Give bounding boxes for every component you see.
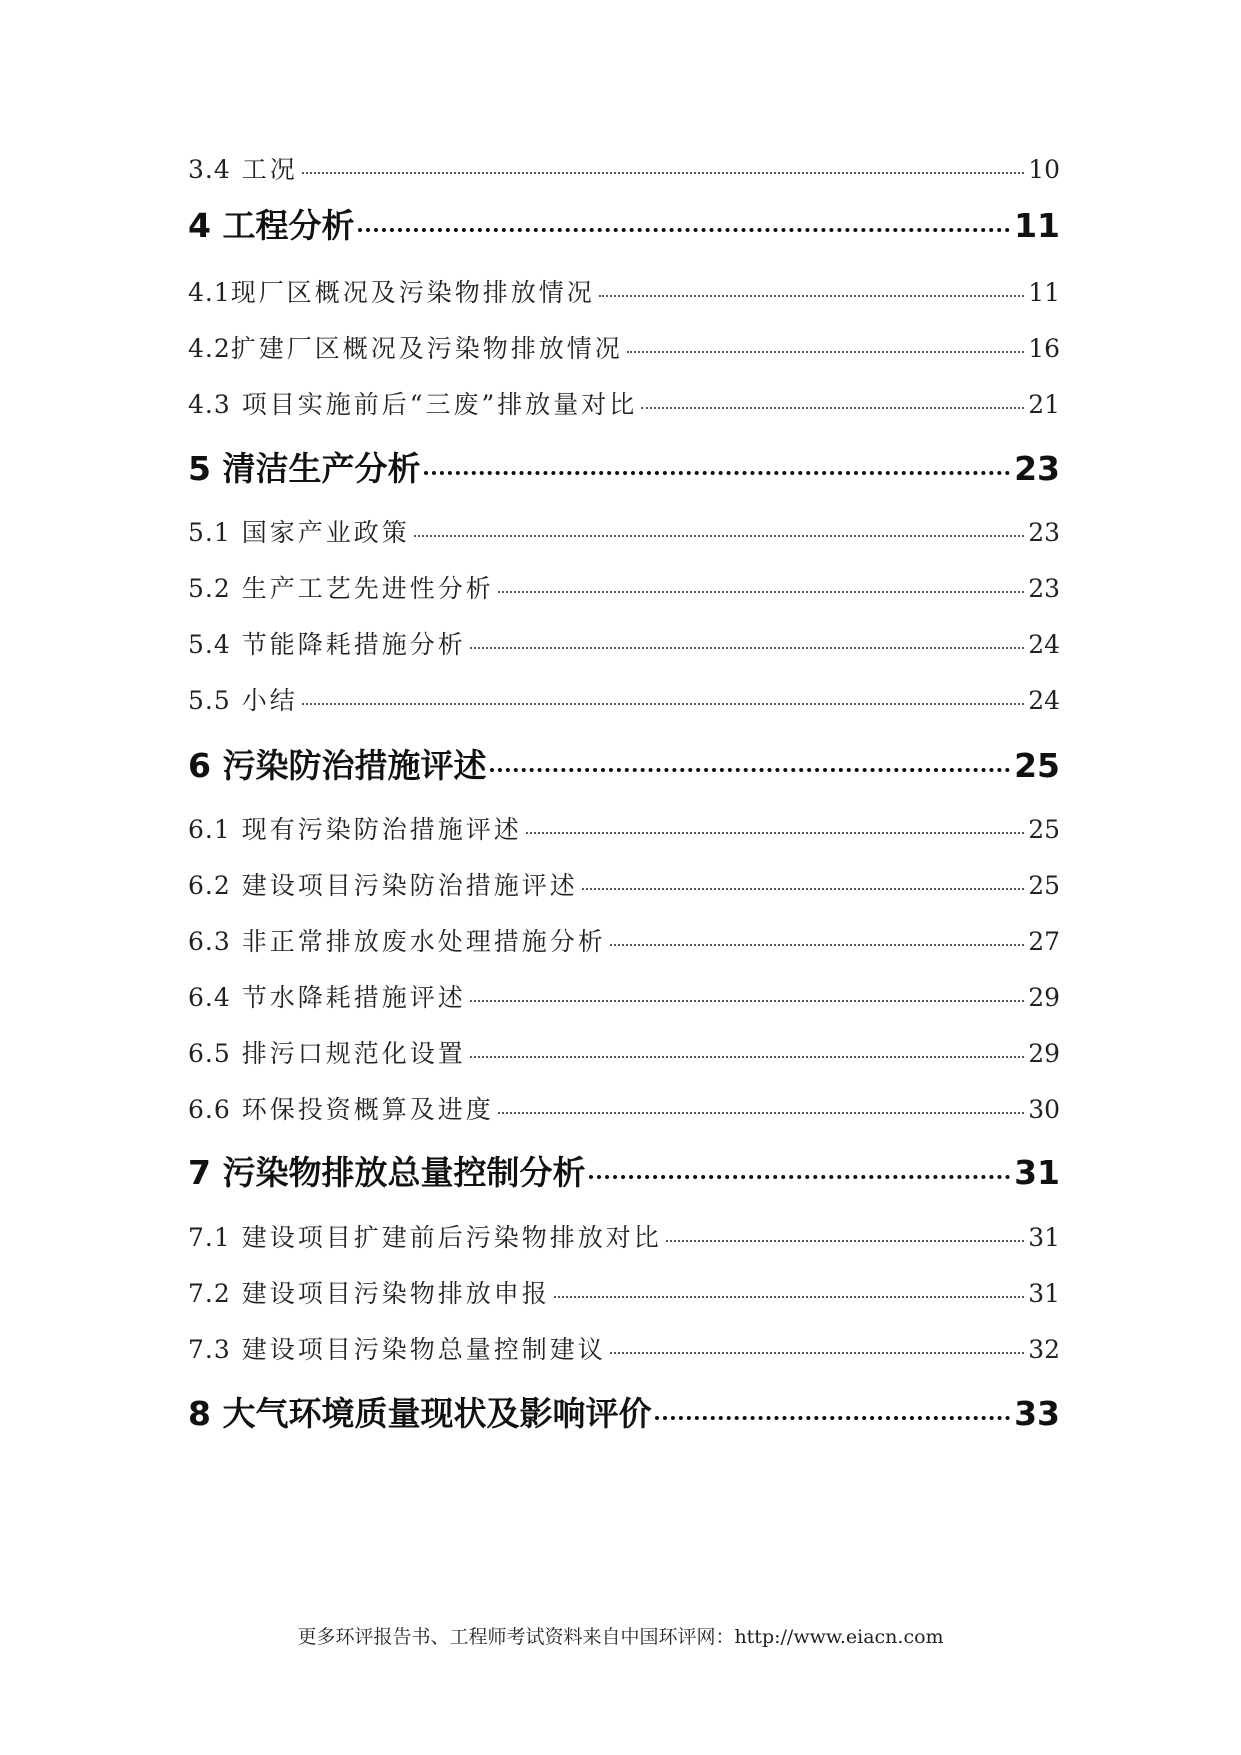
toc-entry-title: 建设项目污染物排放申报 xyxy=(241,1279,550,1308)
footer-text: 更多环评报告书、工程师考试资料来自中国环评网：http://www.eiacn.com xyxy=(297,1626,944,1648)
dot-leader xyxy=(490,768,1010,772)
toc-entry-title: 小结 xyxy=(241,686,298,715)
toc-chapter-title: 工程分析 xyxy=(222,206,355,245)
toc-entry-number: 6.1 xyxy=(188,815,231,844)
toc-entry-title: 建设项目污染物总量控制建议 xyxy=(241,1335,606,1364)
toc-entry[interactable] xyxy=(188,513,1060,549)
dot-leader xyxy=(470,1056,1024,1058)
toc-entry-number: 6.2 xyxy=(188,871,231,900)
dot-leader xyxy=(302,703,1024,705)
toc-entry[interactable] xyxy=(188,922,1060,958)
toc-entry[interactable] xyxy=(188,1274,1060,1310)
toc-entry-title: 现厂区概况及污染物排放情况 xyxy=(230,278,595,307)
page-footer xyxy=(0,1622,1241,1649)
dot-leader xyxy=(470,647,1024,649)
toc-entry-page: 24 xyxy=(1028,686,1060,715)
toc-chapter-number: 7 xyxy=(188,1153,211,1192)
dot-leader xyxy=(554,1296,1024,1298)
toc-entry-page: 31 xyxy=(1028,1223,1060,1252)
toc-entry-title: 国家产业政策 xyxy=(241,518,410,547)
toc-chapter-title: 污染物排放总量控制分析 xyxy=(222,1153,586,1192)
toc-entry-number: 7.1 xyxy=(188,1223,231,1252)
toc-entry-title: 排污口规范化设置 xyxy=(241,1039,466,1068)
toc-entry-number: 5.5 xyxy=(188,686,231,715)
toc-entry-title: 工况 xyxy=(241,155,298,184)
toc-entry-title: 建设项目扩建前后污染物排放对比 xyxy=(241,1223,662,1252)
toc-entry-number: 4.1 xyxy=(188,278,231,307)
dot-leader xyxy=(655,1416,1010,1420)
toc-entry[interactable] xyxy=(188,866,1060,902)
toc-entry[interactable] xyxy=(188,1090,1060,1126)
dot-leader xyxy=(302,172,1024,174)
toc-entry-page: 25 xyxy=(1028,871,1060,900)
toc-chapter-page: 11 xyxy=(1014,206,1060,245)
toc-entry-number: 6.3 xyxy=(188,927,231,956)
dot-leader xyxy=(599,295,1024,297)
toc-entry-number: 3.4 xyxy=(188,155,231,184)
dot-leader xyxy=(498,591,1024,593)
toc-entry-number: 6.6 xyxy=(188,1095,231,1124)
toc-entry-page: 10 xyxy=(1028,155,1060,184)
toc-entry-number: 4.3 xyxy=(188,390,231,419)
toc-entry-title: 现有污染防治措施评述 xyxy=(241,815,522,844)
toc-entry-title: 扩建厂区概况及污染物排放情况 xyxy=(230,334,623,363)
toc-chapter-page: 23 xyxy=(1014,449,1060,488)
toc-chapter-number: 4 xyxy=(188,206,211,245)
toc-chapter-title: 污染防治措施评述 xyxy=(222,746,487,785)
toc-entry[interactable] xyxy=(188,1330,1060,1366)
dot-leader xyxy=(358,228,1010,232)
toc-chapter-entry[interactable] xyxy=(188,1147,1060,1194)
dot-leader xyxy=(610,944,1024,946)
dot-leader xyxy=(589,1175,1010,1179)
toc-entry-number: 4.2 xyxy=(188,334,231,363)
toc-entry-number: 6.5 xyxy=(188,1039,231,1068)
toc-entry-title: 节水降耗措施评述 xyxy=(241,983,466,1012)
toc-entry-page: 11 xyxy=(1028,278,1060,307)
toc-entry-number: 5.4 xyxy=(188,630,231,659)
toc-entry[interactable] xyxy=(188,150,1060,186)
toc-entry-title: 建设项目污染防治措施评述 xyxy=(241,871,578,900)
dot-leader xyxy=(582,888,1024,890)
toc-chapter-entry[interactable] xyxy=(188,200,1060,247)
toc-entry-title: 节能降耗措施分析 xyxy=(241,630,466,659)
dot-leader xyxy=(666,1240,1024,1242)
toc-chapter-page: 25 xyxy=(1014,746,1060,785)
toc-entry[interactable] xyxy=(188,1218,1060,1254)
toc-entry[interactable] xyxy=(188,625,1060,661)
toc-entry[interactable] xyxy=(188,273,1060,309)
toc-entry-title: 环保投资概算及进度 xyxy=(241,1095,494,1124)
toc-entry-title: 非正常排放废水处理措施分析 xyxy=(241,927,606,956)
dot-leader xyxy=(641,407,1024,409)
toc-entry-page: 32 xyxy=(1028,1335,1060,1364)
dot-leader xyxy=(414,535,1024,537)
toc-entry-page: 25 xyxy=(1028,815,1060,844)
toc-entry[interactable] xyxy=(188,681,1060,717)
dot-leader xyxy=(470,1000,1024,1002)
toc-chapter-page: 33 xyxy=(1014,1394,1060,1433)
toc-chapter-title: 大气环境质量现状及影响评价 xyxy=(222,1394,652,1433)
toc-entry-page: 16 xyxy=(1028,334,1060,363)
toc-chapter-number: 5 xyxy=(188,449,211,488)
toc-entry-number: 5.2 xyxy=(188,574,231,603)
toc-entry-page: 24 xyxy=(1028,630,1060,659)
toc-chapter-number: 6 xyxy=(188,746,211,785)
toc-chapter-number: 8 xyxy=(188,1394,211,1433)
toc-entry-number: 7.3 xyxy=(188,1335,231,1364)
toc-entry-title: 生产工艺先进性分析 xyxy=(241,574,494,603)
toc-chapter-page: 31 xyxy=(1014,1153,1060,1192)
toc-entry-page: 23 xyxy=(1028,574,1060,603)
toc-entry[interactable] xyxy=(188,810,1060,846)
toc-chapter-title: 清洁生产分析 xyxy=(222,449,421,488)
toc-entry-page: 29 xyxy=(1028,1039,1060,1068)
toc-entry-page: 29 xyxy=(1028,983,1060,1012)
toc-chapter-entry[interactable] xyxy=(188,740,1060,787)
toc-entry-number: 5.1 xyxy=(188,518,231,547)
dot-leader xyxy=(526,832,1024,834)
toc-entry-page: 30 xyxy=(1028,1095,1060,1124)
dot-leader xyxy=(627,351,1024,353)
toc-entry-number: 7.2 xyxy=(188,1279,231,1308)
toc-chapter-entry[interactable] xyxy=(188,1388,1060,1435)
toc-entry[interactable] xyxy=(188,1034,1060,1070)
toc-entry-page: 23 xyxy=(1028,518,1060,547)
toc-entry[interactable] xyxy=(188,569,1060,605)
toc-entry-number: 6.4 xyxy=(188,983,231,1012)
toc-entry[interactable] xyxy=(188,329,1060,365)
toc-chapter-entry[interactable] xyxy=(188,443,1060,490)
toc-entry[interactable] xyxy=(188,385,1060,421)
toc-entry-title: 项目实施前后“三废”排放量对比 xyxy=(241,390,638,419)
toc-entry[interactable] xyxy=(188,978,1060,1014)
toc-entry-page: 27 xyxy=(1028,927,1060,956)
toc-entry-page: 21 xyxy=(1028,390,1060,419)
toc-entry-page: 31 xyxy=(1028,1279,1060,1308)
dot-leader xyxy=(610,1352,1024,1354)
dot-leader xyxy=(498,1112,1024,1114)
dot-leader xyxy=(424,471,1010,475)
